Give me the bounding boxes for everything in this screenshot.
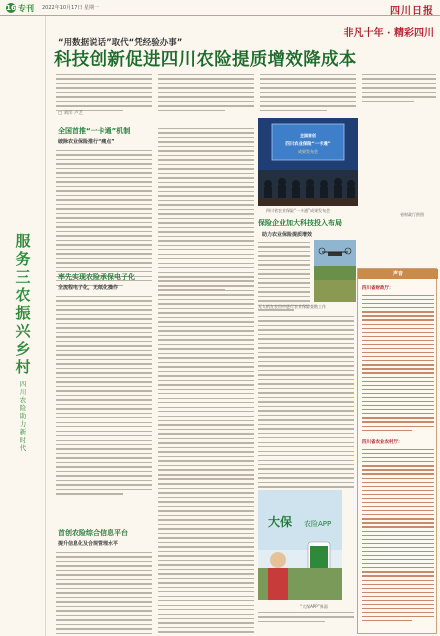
dateline: 2022年10月17日 星期一	[42, 5, 100, 11]
section-4-text	[258, 242, 310, 314]
section-1-text	[56, 150, 152, 289]
section-1-title: 全国首推“一卡通”机制	[58, 127, 131, 135]
stage-photo-caption: 四川省农业保险“一卡通”成果发布会	[266, 208, 331, 213]
section-2-title: 率先实现农险承保电子化	[58, 273, 135, 281]
drone-photo	[314, 240, 356, 302]
section-3-title: 首创农险综合信息平台	[58, 529, 128, 537]
stage-photo	[258, 118, 358, 206]
headline: 科技创新促进四川农险提质增效降成本	[54, 50, 357, 70]
section-3-subtitle: 提升信息化及合规管理水平	[58, 541, 119, 547]
section-1-subtitle: 破除农业保险推行“痛点”	[58, 139, 115, 145]
intro-text-2	[158, 74, 254, 114]
section-4-title: 保险企业加大科技投入布局	[258, 219, 342, 227]
sidebar-item-text	[362, 295, 434, 434]
section-4-text-2	[258, 316, 354, 495]
masthead: 四川日报	[390, 6, 434, 17]
stage-photo-credit: 省财政厅供图	[400, 212, 424, 217]
section-4-subtitle: 助力农业保险提质增效	[262, 232, 313, 238]
app-photo-caption: “大保APP”界面	[300, 604, 328, 609]
byline: □ 刘洋 卢艺	[58, 111, 84, 116]
intro-text-4	[362, 74, 436, 105]
sidebar-item-head: 四川省农业农村厅：	[362, 440, 403, 445]
drone-photo-caption: 无人机在农田中进行农业保险查勘工作	[258, 304, 326, 309]
page-header	[0, 0, 440, 16]
right-column-text	[258, 612, 354, 625]
section-2-text-2	[158, 272, 254, 487]
sidebar-voices	[357, 268, 437, 634]
section-tag: 专刊	[18, 4, 34, 13]
sidebar-item-text	[362, 449, 434, 624]
section-2-subtitle: 全流程电子化，无纸化操作	[58, 285, 119, 291]
section-2-text	[56, 296, 152, 498]
app-photo	[258, 490, 342, 600]
feature-banner: 非凡十年 · 精彩四川	[343, 28, 434, 39]
sidebar-title: 声音	[358, 269, 438, 279]
svg-text:全国首创: 全国首创	[300, 133, 316, 138]
page-number: 16	[6, 4, 16, 12]
svg-text:成果发布会: 成果发布会	[298, 149, 318, 154]
sidebar-item-head: 四川省财政厅：	[362, 286, 394, 291]
svg-text:大保: 大保	[268, 515, 293, 529]
section-1-text-2	[158, 128, 254, 294]
left-column-subtitle: 四川农险助力新时代	[19, 380, 27, 452]
svg-text:四川农业保险“一卡通”: 四川农业保险“一卡通”	[285, 142, 331, 147]
intro-text	[56, 74, 152, 114]
section-3-text-2	[158, 470, 254, 636]
left-column-title: 服务三农 振兴乡村	[15, 232, 31, 376]
intro-text-3	[260, 74, 356, 114]
svg-text:农险APP: 农险APP	[304, 520, 332, 528]
headline-kicker: “用数据说话”取代“凭经验办事”	[58, 38, 183, 48]
section-3-text	[56, 552, 152, 636]
